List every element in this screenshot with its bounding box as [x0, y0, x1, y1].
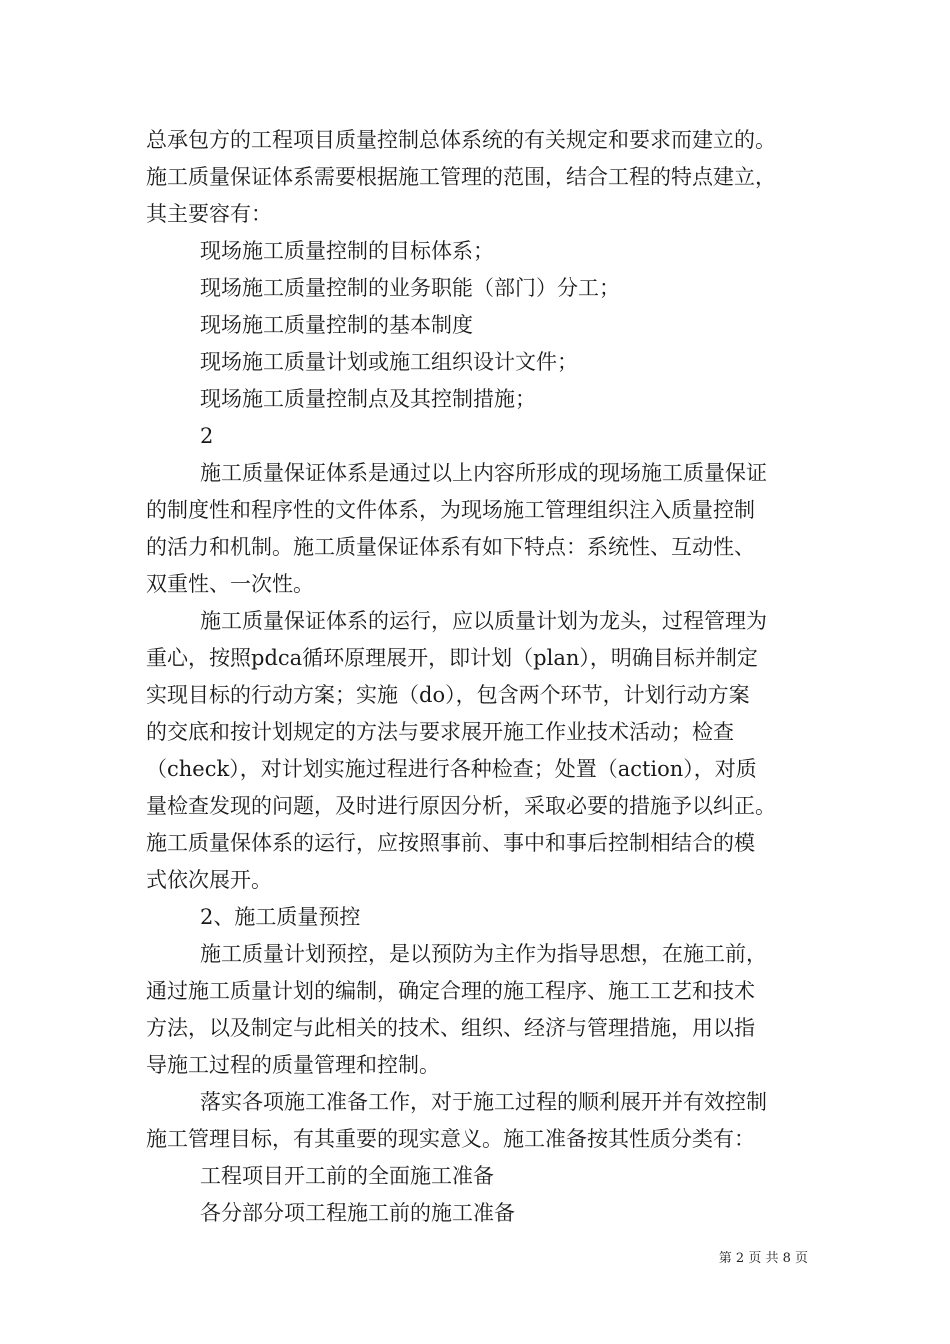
text-line: 量检查发现的问题，及时进行原因分析，采取必要的措施予以纠正。 — [146, 794, 776, 818]
paragraph-start: 施工质量保证体系是通过以上内容所形成的现场施工质量保证 — [200, 461, 767, 485]
text-line: 其主要容有： — [146, 202, 272, 226]
text-line: 的活力和机制。施工质量保证体系有如下特点：系统性、互动性、 — [146, 535, 755, 559]
text-line: 方法，以及制定与此相关的技术、组织、经济与管理措施，用以指 — [146, 1016, 755, 1040]
list-item: 现场施工质量控制的基本制度 — [200, 313, 473, 337]
section-number: 2 — [200, 424, 214, 448]
list-item: 现场施工质量控制点及其控制措施； — [200, 387, 536, 411]
text-line: 通过施工质量计划的编制，确定合理的施工程序、施工工艺和技术 — [146, 979, 755, 1003]
text-line: 重心，按照pdca循环原理展开，即计划（plan），明确目标并制定 — [146, 646, 758, 670]
text-line: 总承包方的工程项目质量控制总体系统的有关规定和要求而建立的。 — [146, 128, 776, 152]
list-item: 现场施工质量计划或施工组织设计文件； — [200, 350, 578, 374]
paragraph-start: 施工质量计划预控，是以预防为主作为指导思想，在施工前， — [200, 942, 767, 966]
text-line: 施工质量保体系的运行，应按照事前、事中和事后控制相结合的模 — [146, 831, 755, 855]
text-line: 施工质量保证体系需要根据施工管理的范围，结合工程的特点建立， — [146, 165, 776, 189]
text-line: 式依次展开。 — [146, 868, 272, 892]
list-item: 现场施工质量控制的目标体系； — [200, 239, 494, 263]
list-item: 现场施工质量控制的业务职能（部门）分工； — [200, 276, 620, 300]
page-number: 第 2 页 共 8 页 — [718, 1251, 808, 1266]
text-line: 双重性、一次性。 — [146, 572, 314, 596]
section-heading: 2、施工质量预控 — [200, 905, 361, 929]
paragraph-start: 落实各项施工准备工作，对于施工过程的顺利展开并有效控制 — [200, 1090, 767, 1114]
list-item: 各分部分项工程施工前的施工准备 — [200, 1201, 515, 1225]
list-item: 工程项目开工前的全面施工准备 — [200, 1164, 494, 1188]
text-line: 施工管理目标，有其重要的现实意义。施工准备按其性质分类有： — [146, 1127, 755, 1151]
text-line: 的制度性和程序性的文件体系，为现场施工管理组织注入质量控制 — [146, 498, 755, 522]
text-line: 实现目标的行动方案；实施（do），包含两个环节，计划行动方案 — [146, 683, 750, 707]
text-line: （check），对计划实施过程进行各种检查；处置（action），对质 — [146, 757, 757, 781]
text-line: 的交底和按计划规定的方法与要求展开施工作业技术活动；检查 — [146, 720, 734, 744]
text-line: 导施工过程的质量管理和控制。 — [146, 1053, 440, 1077]
document-body — [146, 122, 814, 1232]
paragraph-start: 施工质量保证体系的运行，应以质量计划为龙头，过程管理为 — [200, 609, 767, 633]
